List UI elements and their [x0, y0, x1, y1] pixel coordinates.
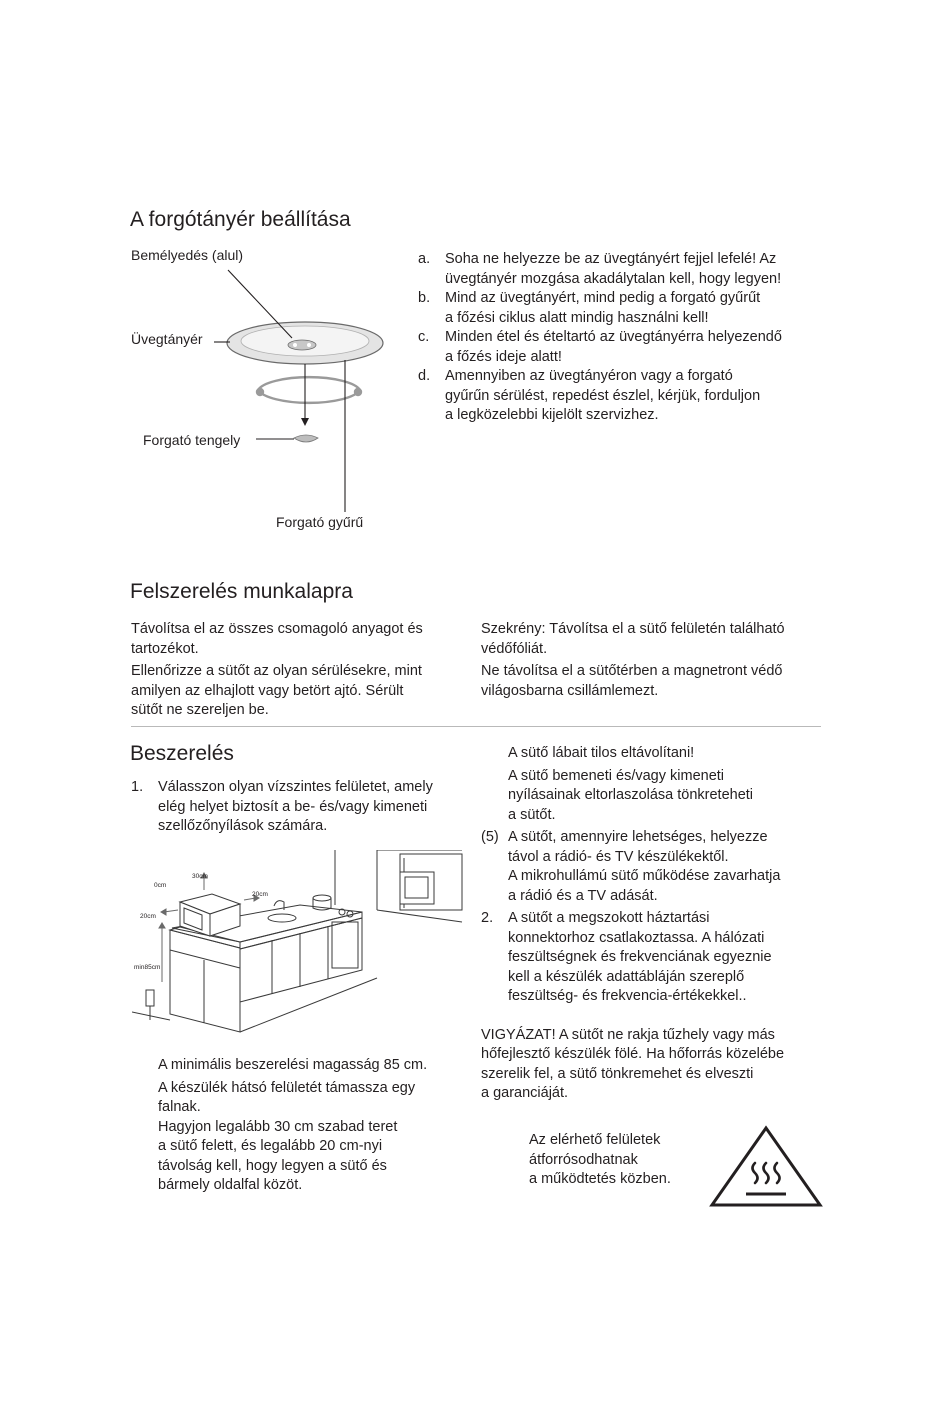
- list-item: [418, 289, 838, 328]
- list-item: [418, 250, 838, 289]
- warning-paragraph: VIGYÁZAT! A sütőt ne rakja tűzhely vagy más hőfejlesztő készülék fölé. Ha hőforrás közelébe szerelik fel, a sütő tönkremehet és elveszti a garanciáját.: [481, 1026, 785, 1101]
- leader-lines: [214, 270, 345, 512]
- note-vents: A sütő bemeneti és/vagy kimeneti nyílásainak eltorlaszolása tönkreteheti a sütőt.: [508, 767, 754, 823]
- note-wall-clearance: A készülék hátsó felületét támassza egy falnak. Hagyjon legalább 30 cm szabad teret a sütő felett, és legalább 20 cm-nyi távolság kell, hogy legyen a sütő és bármely oldalfal közöt.: [158, 1079, 416, 1193]
- label-hub: Bemélyedés (alul): [131, 247, 244, 263]
- hot-surface-text: Az elérhető felületek átforrósodhatnak a működtetés közben.: [529, 1132, 671, 1187]
- label-ring: Forgató gyűrű: [276, 514, 364, 530]
- section-title-install: Beszerelés: [130, 742, 234, 765]
- list-item-text: Minden étel és ételtartó az üvegtányérra helyezendő a főzés ideje alatt!: [445, 329, 782, 365]
- list-item: [418, 367, 838, 426]
- install-right-column: [481, 744, 826, 1104]
- note-feet: A sütő lábait tilos eltávolítani!: [508, 745, 695, 761]
- list-item-text: Soha ne helyezze be az üvegtányért fejjel lefelé! Az üvegtányér mozgása akadálytalan kell, hogy legyen!: [445, 251, 782, 287]
- list-marker: c.: [418, 329, 430, 345]
- section-divider: [131, 726, 821, 727]
- mounting-left-paragraph: Ellenőrizze a sütőt az olyan sérülésekre, mint amilyen az elhajlott vagy betört ajtó. Sérült sütőt ne szereljen be.: [131, 663, 422, 718]
- install-notes-left: [158, 1056, 478, 1196]
- install-item-5-text: A sütőt, amennyire lehetséges, helyezze távol a rádió- és TV készülékektől. A mikrohullámú sütő működése zavarhatja a rádió és a TV adását.: [508, 829, 781, 904]
- list-item-text: Amennyiben az üvegtányéron vagy a forgató gyűrűn sérülést, repedést észlel, kérjük, forduljon a legközelebbi kijelölt szervizhez.: [445, 368, 761, 423]
- install-item-1-text: Válasszon olyan vízszintes felületet, amely elég helyet biztosít a be- és/vagy kimeneti szellőzőnyílások számára.: [158, 779, 433, 834]
- section-title-mounting: Felszerelés munkalapra: [130, 580, 353, 603]
- kitchen-installation-diagram: [132, 850, 467, 1035]
- dim-label-zero: 0cm: [154, 882, 167, 889]
- install-item-2-text: A sütőt a megszokott háztartási konnektorhoz csatlakoztassa. A hálózati feszültségnek és frekvenciának egyeznie kell a készülék adattábláján szereplő feszültség- és frekvencia-értékekkel..: [508, 910, 772, 1004]
- dim-label-side-left: 20cm: [140, 913, 156, 920]
- turntable-instructions: [418, 250, 838, 426]
- hot-surface-warning-icon: [708, 1125, 824, 1209]
- glass-tray-drawing: [227, 322, 383, 364]
- list-marker: 1.: [131, 779, 144, 795]
- list-marker: a.: [418, 251, 431, 267]
- dim-label-side-right: 20cm: [252, 891, 268, 898]
- list-marker: b.: [418, 290, 431, 306]
- mounting-right-paragraph: Szekrény: Távolítsa el a sütő felületén található védőfóliát.: [481, 621, 785, 657]
- install-item-1: [131, 778, 471, 837]
- mounting-right-paragraph: Ne távolítsa el a sütőtérben a magnetront védő világosbarna csillámlemezt.: [481, 663, 783, 699]
- list-marker: d.: [418, 368, 431, 384]
- list-marker: (5): [481, 829, 499, 845]
- label-shaft: Forgató tengely: [143, 432, 241, 448]
- turntable-diagram: [200, 260, 400, 520]
- label-glass-tray: Üvegtányér: [131, 331, 203, 347]
- note-min-height: A minimális beszerelési magasság 85 cm.: [158, 1057, 428, 1073]
- dim-label-top: 30cm: [192, 873, 208, 880]
- mounting-left-paragraph: Távolítsa el az összes csomagoló anyagot és tartozékot.: [131, 621, 423, 657]
- list-item-text: Mind az üvegtányért, mind pedig a forgató gyűrűt a főzési ciklus alatt mindig használni kell!: [445, 290, 761, 326]
- section-title-turntable: A forgótányér beállítása: [130, 208, 351, 231]
- dim-label-min-height: min85cm: [134, 964, 161, 971]
- list-marker: 2.: [481, 910, 494, 926]
- shaft-drawing: [294, 435, 318, 442]
- list-item: [418, 328, 838, 367]
- mounting-left-column: [131, 620, 471, 721]
- mounting-right-column: [481, 620, 826, 701]
